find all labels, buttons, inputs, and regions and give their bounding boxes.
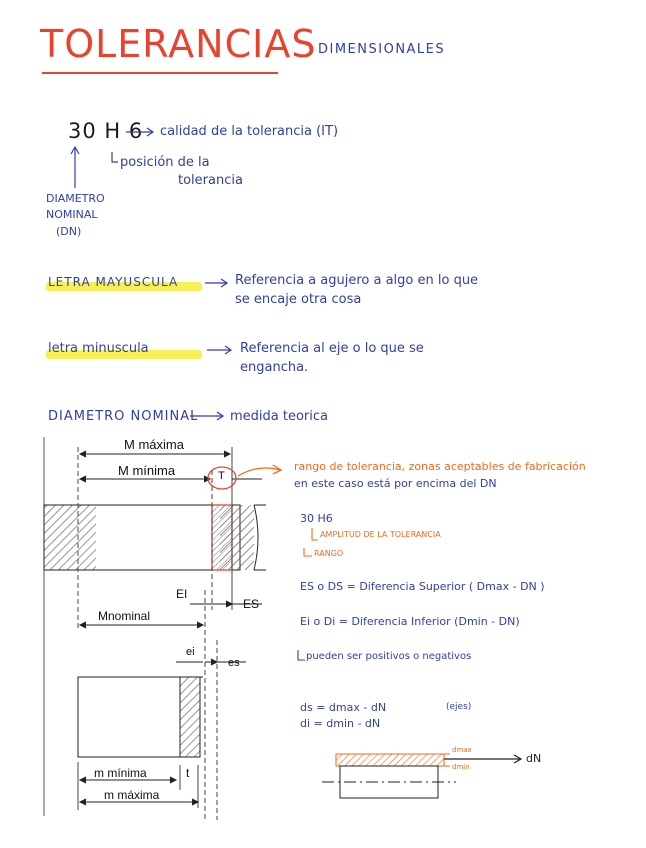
ei-definition: Ei o Di = Diferencia Inferior (Dmin - DN) bbox=[300, 615, 520, 628]
nominal-text: DIAMETRO NOMINAL bbox=[48, 409, 199, 424]
code-small: 30 H6 bbox=[300, 512, 333, 525]
page-subtitle: DIMENSIONALES bbox=[318, 42, 446, 57]
position-note-line2: tolerancia bbox=[178, 173, 243, 188]
label-m-min-lower: m mínima bbox=[94, 766, 147, 780]
label-m-nominal: Mnominal bbox=[98, 609, 151, 623]
label-t-upper: T bbox=[218, 470, 225, 482]
label-m-max-lower: m máxima bbox=[104, 788, 160, 802]
lowercase-text-line2: engancha. bbox=[240, 360, 309, 375]
sign-note: pueden ser positivos o negativos bbox=[306, 651, 472, 662]
nominal-label-line1: DIAMETRO bbox=[46, 192, 105, 205]
label-t-lower: t bbox=[186, 766, 190, 780]
label-es-upper: ES bbox=[243, 597, 260, 611]
designation-code: 30 H 6 bbox=[68, 119, 144, 143]
annotation-arrows bbox=[71, 128, 231, 420]
dn-label: dN bbox=[526, 752, 542, 765]
dn-diagram bbox=[322, 754, 521, 798]
di-formula: di = dmin - dN bbox=[300, 717, 381, 730]
dmin-label: dmin bbox=[452, 763, 470, 771]
quality-note: calidad de la tolerancia (IT) bbox=[160, 124, 339, 139]
uppercase-label: LETRA MAYUSCULA bbox=[48, 275, 179, 289]
nominal-label-line3: (DN) bbox=[56, 225, 82, 238]
amplitude-note: AMPLITUD DE LA TOLERANCIA bbox=[320, 530, 441, 539]
position-note-line1: posición de la bbox=[120, 155, 210, 170]
rango-note: RANGO bbox=[314, 549, 344, 558]
hole-diagram bbox=[44, 437, 266, 820]
range-note-line2: en este caso está por encima del DN bbox=[294, 477, 497, 490]
es-definition: ES o DS = Diferencia Superior ( Dmax - DN ) bbox=[300, 580, 545, 593]
nominal-definition: medida teorica bbox=[230, 409, 328, 424]
label-es-lower: es bbox=[228, 657, 240, 669]
uppercase-text-line1: Referencia a agujero a algo en lo que bbox=[235, 273, 479, 288]
dmax-label: dmax bbox=[452, 746, 472, 754]
ejes-note: (ejes) bbox=[446, 702, 472, 712]
label-m-min: M mínima bbox=[118, 463, 176, 478]
label-ei-upper: EI bbox=[176, 587, 188, 601]
label-ei-lower: ei bbox=[186, 646, 195, 658]
label-m-max: M máxima bbox=[124, 437, 184, 452]
range-note-line1: rango de tolerancia, zonas aceptables de fabricación bbox=[294, 460, 586, 473]
lowercase-label: letra minuscula bbox=[48, 341, 149, 356]
ds-formula: ds = dmax - dN bbox=[300, 701, 387, 714]
nominal-label-line2: NOMINAL bbox=[46, 208, 98, 221]
uppercase-text-line2: se encaje otra cosa bbox=[235, 292, 362, 307]
lowercase-text-line1: Referencia al eje o lo que se bbox=[240, 341, 424, 356]
page-title: TOLERANCIAS bbox=[40, 22, 317, 66]
annotation-small-arrows bbox=[298, 528, 318, 660]
